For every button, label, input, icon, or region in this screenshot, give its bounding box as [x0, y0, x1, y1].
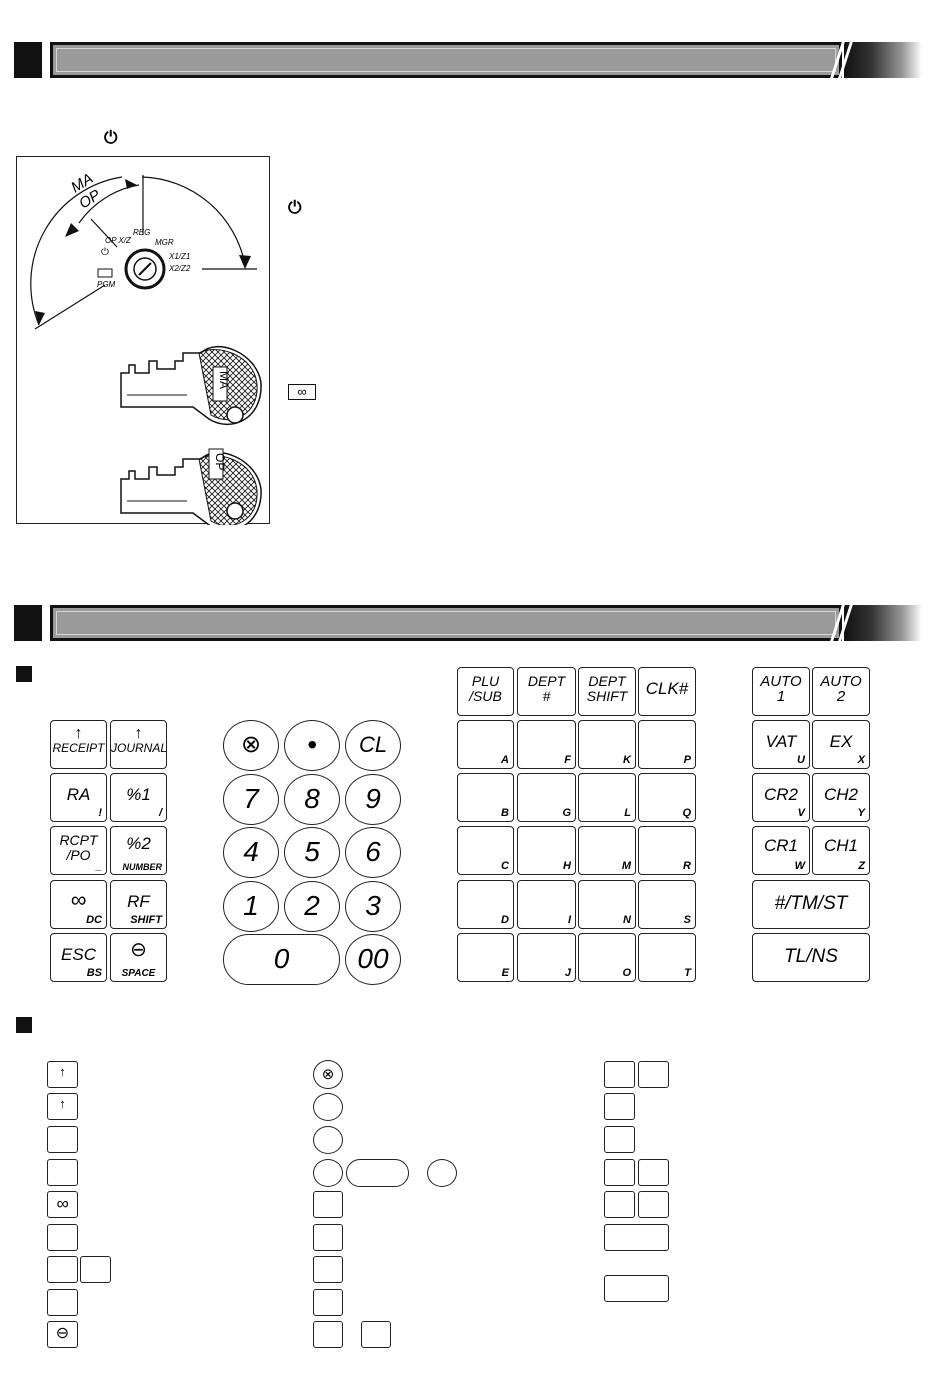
- dept-key-letter: T: [684, 967, 691, 979]
- dept-key-j[interactable]: [517, 933, 576, 982]
- legend-dept-key-5b: [361, 1321, 391, 1348]
- dept-key-letter: G: [562, 807, 571, 819]
- legend-total-key: [604, 1275, 669, 1302]
- dept-key-letter: P: [683, 754, 691, 766]
- dept-key-letter: O: [622, 967, 631, 979]
- legend-journal-key: ↑: [47, 1093, 78, 1120]
- svg-text:OP X/Z: OP X/Z: [105, 236, 131, 245]
- legend-auto1-key: [604, 1061, 635, 1088]
- dept-key-k[interactable]: [578, 720, 636, 769]
- legend-circle-key-2: [313, 1093, 343, 1121]
- numpad-9-key[interactable]: 9: [345, 774, 401, 825]
- auto2-key[interactable]: AUTO 2: [812, 667, 870, 716]
- dept-key-i[interactable]: [517, 880, 576, 929]
- legend-dept-key-3: [313, 1256, 343, 1283]
- dept-key-letter: Q: [682, 807, 691, 819]
- percent2-key[interactable]: %2 NUMBER: [110, 826, 167, 875]
- space-key[interactable]: ⊖ SPACE: [110, 933, 167, 982]
- section-title-band: [50, 605, 842, 641]
- dept-key-letter: M: [621, 860, 631, 872]
- svg-text:OP: OP: [213, 453, 227, 471]
- legend-key-7b: [80, 1256, 111, 1283]
- dept-key-letter: J: [564, 967, 571, 979]
- dept-key-e[interactable]: [457, 933, 514, 982]
- numpad-2-key[interactable]: 2: [284, 881, 340, 932]
- dept-key-n[interactable]: [578, 880, 636, 929]
- dept-key-letter: N: [623, 914, 631, 926]
- legend-circle-key-4: [313, 1159, 343, 1187]
- legend-dc-key: ∞: [47, 1191, 78, 1218]
- plu-sub-key[interactable]: PLU /SUB: [457, 667, 514, 716]
- dept-key-f[interactable]: [517, 720, 576, 769]
- legend-cr1-key: [604, 1191, 635, 1218]
- numpad-0-key[interactable]: 0: [223, 934, 340, 985]
- ra-key[interactable]: RA !: [50, 773, 107, 822]
- numpad-3-key[interactable]: 3: [345, 881, 401, 932]
- legend-circle-key-3: [313, 1126, 343, 1154]
- legend-key-4: [47, 1159, 78, 1186]
- legend-zero-key: [346, 1159, 409, 1187]
- legend-dept-key-5a: [313, 1321, 343, 1348]
- section-title-band: [50, 42, 842, 78]
- legend-dept-key-2: [313, 1224, 343, 1251]
- dept-key-a[interactable]: [457, 720, 514, 769]
- rf-key[interactable]: RF SHIFT: [110, 880, 167, 929]
- legend-ch2-key: [638, 1159, 669, 1186]
- dept-key-letter: R: [683, 860, 691, 872]
- dept-number-key[interactable]: DEPT #: [517, 667, 576, 716]
- legend-key-7a: [47, 1256, 78, 1283]
- dc-icon: ∞: [288, 384, 316, 400]
- power-icon-description: ⏻: [288, 198, 302, 217]
- dept-key-letter: F: [564, 754, 571, 766]
- dept-key-letter: S: [683, 914, 691, 926]
- legend-multiply-key: ⊗: [313, 1060, 343, 1089]
- dept-key-b[interactable]: [457, 773, 514, 822]
- legend-auto2-key: [638, 1061, 669, 1088]
- legend-key-3: [47, 1126, 78, 1153]
- legend-ex-key: [604, 1126, 635, 1153]
- svg-text:PGM: PGM: [97, 280, 116, 289]
- legend-space-key: ⊖: [47, 1321, 78, 1348]
- ch1-key[interactable]: CH1 Z: [812, 826, 870, 875]
- numpad-00-key[interactable]: 00: [345, 934, 401, 985]
- auto1-key[interactable]: AUTO 1: [752, 667, 810, 716]
- journal-feed-key[interactable]: ↑ JOURNAL: [110, 720, 167, 769]
- svg-text:MA: MA: [217, 371, 231, 389]
- dept-key-p[interactable]: [638, 720, 696, 769]
- svg-text:OP: OP: [76, 186, 104, 213]
- cr2-key[interactable]: CR2 V: [752, 773, 810, 822]
- ma-label: MA: [68, 170, 97, 197]
- clear-key[interactable]: CL: [345, 720, 401, 771]
- svg-text:X1/Z1: X1/Z1: [169, 252, 191, 261]
- svg-text:REG: REG: [133, 228, 151, 237]
- legend-ch1-key: [638, 1191, 669, 1218]
- legend-key-6: [47, 1224, 78, 1251]
- dept-key-letter: K: [623, 754, 631, 766]
- dept-key-t[interactable]: [638, 933, 696, 982]
- section-marker: [14, 42, 42, 78]
- ch2-key[interactable]: CH2 Y: [812, 773, 870, 822]
- dept-key-letter: L: [624, 807, 631, 819]
- section-header-bar-2: [14, 605, 914, 641]
- legend-receipt-key: ↑: [47, 1061, 78, 1088]
- dept-key-r[interactable]: [638, 826, 696, 875]
- dept-key-l[interactable]: [578, 773, 636, 822]
- numpad-7-key[interactable]: 7: [223, 774, 279, 825]
- svg-text:X2/Z2: X2/Z2: [169, 264, 191, 273]
- legend-subtotal-key: [604, 1224, 669, 1251]
- dept-shift-key[interactable]: DEPT SHIFT: [578, 667, 636, 716]
- decimal-point-key[interactable]: •: [284, 720, 340, 771]
- dept-key-letter: B: [501, 807, 509, 819]
- dept-key-g[interactable]: [517, 773, 576, 822]
- mode-switch-illustration: [16, 156, 270, 524]
- esc-key[interactable]: ESC BS: [50, 933, 107, 982]
- dept-key-letter: I: [567, 914, 571, 926]
- clerk-number-key[interactable]: CLK#: [638, 667, 696, 716]
- legend-key-8: [47, 1289, 78, 1316]
- section-fade: [844, 42, 922, 78]
- dc-key[interactable]: ∞ DC: [50, 880, 107, 929]
- numpad-8-key[interactable]: 8: [284, 774, 340, 825]
- legend-dept-key-1: [313, 1191, 343, 1218]
- vat-key[interactable]: VAT U: [752, 720, 810, 769]
- power-icon: ⏻: [104, 128, 118, 147]
- legend-cr2-key: [604, 1159, 635, 1186]
- subsection-marker-legend: [16, 1017, 32, 1033]
- section-fade: [844, 605, 922, 641]
- dept-key-h[interactable]: [517, 826, 576, 875]
- dept-key-d[interactable]: [457, 880, 514, 929]
- total-no-sale-key[interactable]: TL/NS: [752, 933, 870, 982]
- section-marker: [14, 605, 42, 641]
- multiply-key[interactable]: ⊗: [223, 720, 279, 771]
- numpad-1-key[interactable]: 1: [223, 881, 279, 932]
- cr1-key[interactable]: CR1 W: [752, 826, 810, 875]
- subtotal-key[interactable]: #/TM/ST: [752, 880, 870, 929]
- dept-key-s[interactable]: [638, 880, 696, 929]
- legend-dept-key-4: [313, 1289, 343, 1316]
- dept-key-letter: H: [563, 860, 571, 872]
- percent1-key[interactable]: %1 /: [110, 773, 167, 822]
- dept-key-c[interactable]: [457, 826, 514, 875]
- subsection-marker-keyboard: [16, 666, 32, 682]
- numpad-5-key[interactable]: 5: [284, 827, 340, 878]
- dept-key-letter: A: [501, 754, 509, 766]
- rcpt-po-key[interactable]: RCPT /PO _: [50, 826, 107, 875]
- numpad-6-key[interactable]: 6: [345, 827, 401, 878]
- numpad-4-key[interactable]: 4: [223, 827, 279, 878]
- dept-key-letter: C: [501, 860, 509, 872]
- section-header-bar-1: [14, 42, 914, 78]
- ex-key[interactable]: EX X: [812, 720, 870, 769]
- dept-key-q[interactable]: [638, 773, 696, 822]
- dept-key-m[interactable]: [578, 826, 636, 875]
- svg-text:⏻: ⏻: [101, 247, 109, 258]
- legend-vat-key: [604, 1093, 635, 1120]
- receipt-feed-key[interactable]: ↑ RECEIPT: [50, 720, 107, 769]
- dept-key-letter: D: [501, 914, 509, 926]
- dept-key-letter: E: [501, 967, 509, 979]
- svg-text:MGR: MGR: [155, 238, 174, 247]
- legend-double-zero-key: [427, 1159, 457, 1187]
- dept-key-o[interactable]: [578, 933, 636, 982]
